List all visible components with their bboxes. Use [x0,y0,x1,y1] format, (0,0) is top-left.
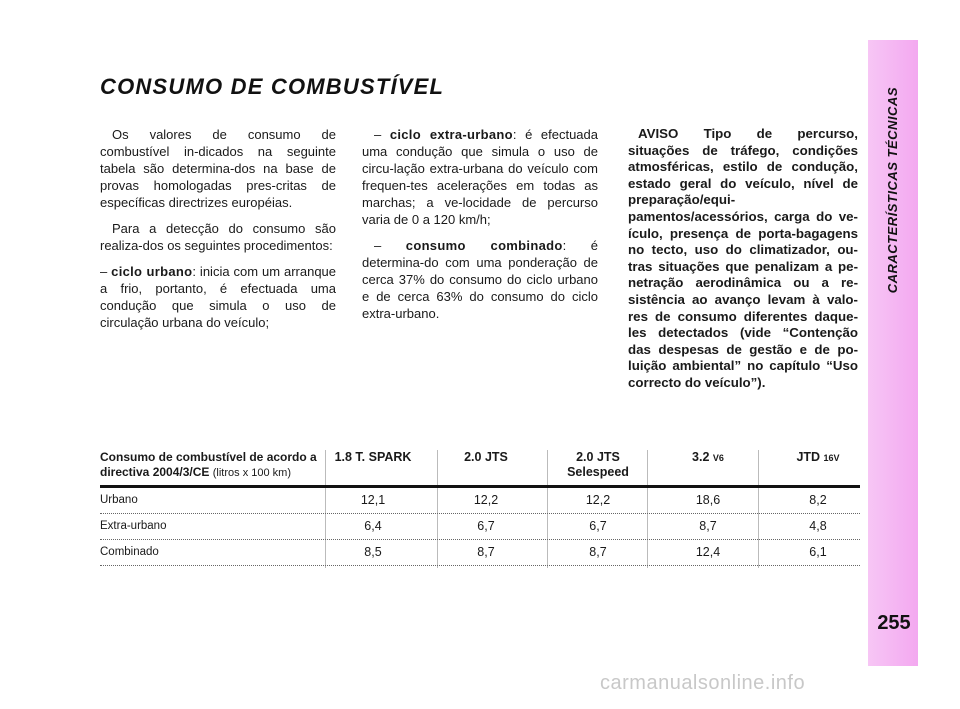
col-line1: 1.8 T. SPARK [334,450,412,464]
table-header [100,450,860,486]
extra-urban-description: : é efectuada uma condução que simula o uso de circu-lação extra-urbana do veículo com frequen-tes acelerações em todas as marchas; a ve-locidade de percurso varia de 0 a 120 km/h; [362,127,598,227]
header-unit: (litros x 100 km) [212,467,291,479]
paragraph-combined [362,237,598,322]
table-header-label [100,450,322,481]
text-column-2 [362,126,598,331]
col-line1: 3.2 [692,450,710,464]
row-label: Urbano [100,494,138,506]
column-header-2-0-jts-selespeed [558,450,638,480]
table-cell: 6,4 [364,519,382,533]
table-cell: 6,1 [809,545,827,559]
table-cell: 8,5 [364,545,382,559]
watermark: carmanualsonline.info [600,672,806,694]
header-line-1: Consumo de combustível de acordo a [100,450,317,464]
table-cell: 12,2 [585,493,611,507]
column-header-2-0-jts [446,450,526,465]
term-combined: consumo combinado [405,238,563,253]
table-cell: 12,1 [360,493,386,507]
col-line1: JTD [796,450,821,464]
consumption-table [100,450,860,559]
paragraph-procedures: Para a detecção do consumo são realiza-dos os seguintes procedimentos: [100,221,336,253]
page-number: 255 [877,612,911,634]
table-row-combinado [100,540,860,566]
col-suffix: 16V [823,453,840,463]
table-cell: 18,6 [695,493,721,507]
table-cell: 12,2 [473,493,499,507]
header-line-2: directiva 2004/3/CE [100,465,210,479]
table-cell: 6,7 [589,519,607,533]
column-header-jtd-16v [778,450,858,466]
table-cell: 8,7 [477,545,495,559]
warning-text: AVISO Tipo de percurso, situações de tráfego, condições atmosféricas, estilo de condução, estado geral do veículo, nível de preparação/equi-pamentos/acessórios, carga do ve-ículo, presença de porta-bagagens no tecto, uso do climatizador, ou-tras situações que penalizam a pe-netração aerodinâmica ou a re-sistência ao avanço levam à valo-res de consumo diferentes daque-les detectados (vide “Contenção das despesas de gestão e de po-luição ambiental” no capítulo “Uso correcto do veículo”). [628,126,858,390]
warning-column [628,126,858,401]
page-title: CONSUMO DE COMBUSTÍVEL [100,74,445,99]
table-cell: 12,4 [695,545,721,559]
paragraph-urban-cycle [100,263,336,331]
col-suffix: V6 [712,453,724,463]
section-title-text: CARACTERÍSTICAS TÉCNICAS [884,86,900,294]
row-rule [100,565,860,566]
table-cell: 8,7 [589,545,607,559]
table-row-extra-urbano [100,514,860,540]
table-cell: 8,7 [699,519,717,533]
paragraph-intro: Os valores de consumo de combustível in-dicados na seguinte tabela são determina-dos na base de provas homologadas pres-critas de específicas directrizes européias. [100,127,336,210]
col-line1: 2.0 JTS [576,450,620,464]
table-cell: 4,8 [809,519,827,533]
dash: – [100,264,112,279]
row-label: Extra-urbano [100,520,167,532]
row-label: Combinado [100,546,159,558]
text-column-1 [100,126,336,340]
table-cell: 8,2 [809,493,827,507]
dash: – [374,127,390,142]
dash: – [374,238,406,253]
term-extra-urban-cycle: ciclo extra-urbano [389,127,513,142]
paragraph-extra-urban-cycle [362,126,598,228]
column-header-1-8-t-spark [333,450,413,465]
col-line2: Selespeed [567,465,629,479]
urban-cycle-description: : inicia com um arranque a frio, portanto, é efectuada uma condução que simula o uso de circulação urbana do veículo; [100,264,337,330]
table-row-urbano [100,488,860,514]
section-title-vertical [872,70,912,310]
term-urban-cycle: ciclo urbano [111,264,193,279]
column-header-3-2-v6 [668,450,748,466]
col-line1: 2.0 JTS [464,450,508,464]
combined-description: : é determina-do com uma ponderação de cerca 37% do consumo do ciclo urbano e de cerca 63% do consumo do ciclo extra-urbano. [362,238,598,321]
table-cell: 6,7 [477,519,495,533]
